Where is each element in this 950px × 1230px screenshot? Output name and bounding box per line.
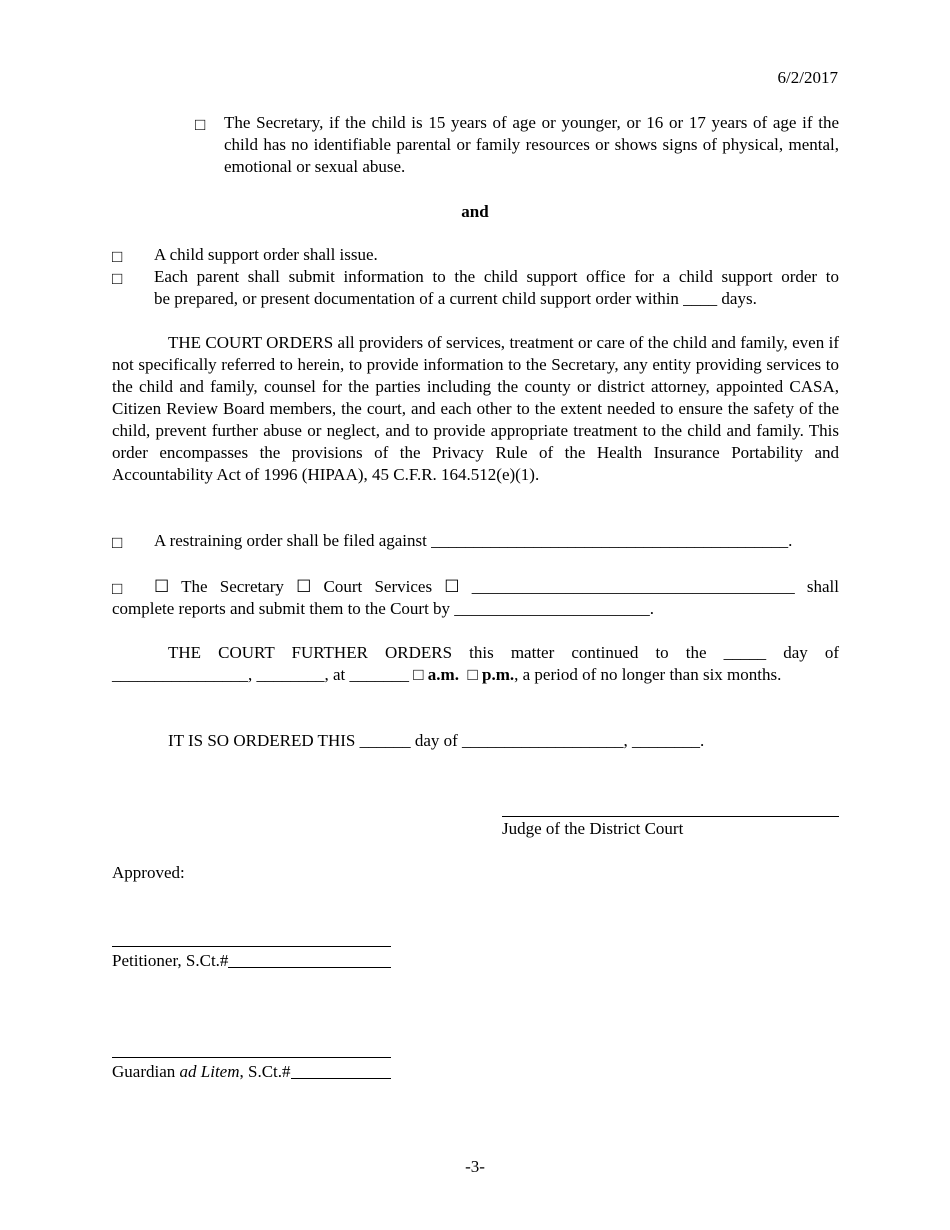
guardian-prefix: Guardian: [112, 1062, 180, 1081]
petitioner-label: Petitioner, S.Ct.#: [112, 951, 229, 970]
checkbox-reports[interactable]: □: [112, 579, 123, 598]
parent-info-line2: be prepared, or present documentation of a current child support order within ____ days.: [154, 289, 757, 308]
guardian-sct-field[interactable]: [291, 1061, 391, 1079]
continuance-line1: THE COURT FURTHER ORDERS this matter continued to the _____ day of: [168, 643, 839, 662]
guardian-italic: ad Litem: [179, 1062, 240, 1081]
support-order-text: A child support order shall issue.: [154, 245, 378, 264]
guardian-signature-line: [112, 1057, 391, 1058]
restraining-order-text: A restraining order shall be filed against __________________________________________.: [154, 531, 793, 550]
continuance-line2-mid: □: [458, 665, 482, 684]
page-number: -3-: [465, 1157, 485, 1176]
court-orders-paragraph: THE COURT ORDERS all providers of services, treatment or care of the child and family, even if not specifically referred to herein, to provide information to the Secretary, any entity providing services to the child and family, counsel for the parties including the county or district attorney, appointed CASA, Citizen Review Board members, the court, and each other to the extent needed to ensure the safety of the child, prevent further abuse or neglect, and to provide appropriate treatment to the child and family. This order encompasses the provisions of the Privacy Rule of the Health Insurance Portability and Accountability Act of 1996 (HIPAA), 45 C.F.R. 164.512(e)(1).: [112, 333, 839, 484]
reports-line2: complete reports and submit them to the Court by _______________________.: [112, 599, 655, 618]
checkbox-parent-info[interactable]: □: [112, 269, 123, 288]
checkbox-secretary[interactable]: □: [195, 115, 206, 134]
parent-info-line1: Each parent shall submit information to the child support office for a child support order to: [154, 267, 839, 286]
checkbox-support-order[interactable]: □: [112, 247, 123, 266]
continuance-line2-post: , a period of no longer than six months.: [514, 665, 782, 684]
guardian-suffix: , S.Ct.#: [239, 1062, 291, 1081]
judge-signature-line: [502, 816, 839, 817]
guardian-block: [112, 1061, 391, 1083]
reports-line1: ☐ The Secretary ☐ Court Services ☐ ______________________________________ shall: [154, 577, 839, 596]
approved-label: Approved:: [112, 863, 185, 882]
secretary-bullet-text: The Secretary, if the child is 15 years of age or younger, or 16 or 17 years of age if the child has no identifiable parental or family resources or shows signs of physical, mental, emotional or sexual abuse.: [224, 113, 839, 176]
am-option[interactable]: a.m.: [427, 665, 459, 684]
judge-label: Judge of the District Court: [502, 819, 684, 838]
document-date: 6/2/2017: [777, 68, 838, 87]
guardian-label: [112, 1061, 291, 1083]
petitioner-block: [112, 950, 391, 972]
continuance-line2: [112, 664, 781, 686]
continuance-line2-pre: ________________, ________, at _______ □: [112, 665, 428, 684]
checkbox-restraining[interactable]: □: [112, 533, 123, 552]
petitioner-signature-line: [112, 946, 391, 947]
and-label: and: [461, 202, 489, 221]
petitioner-sct-field[interactable]: [228, 950, 391, 968]
so-ordered-text: IT IS SO ORDERED THIS ______ day of ___________________, ________.: [168, 731, 705, 750]
pm-option[interactable]: p.m.: [482, 665, 515, 684]
